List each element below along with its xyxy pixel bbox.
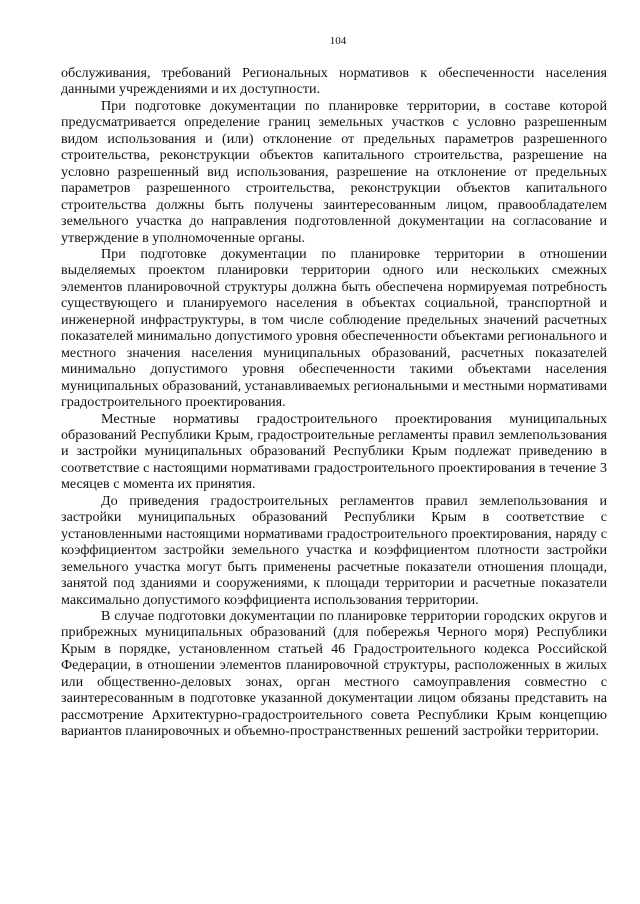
paragraph-black-sea-coast-planning: В случае подготовки документации по планировке территории городских округов и прибрежных муниципальных образований (для побережья Черного моря) Республики Крым в порядке, установленном статьей 46 Градостроительного кодекса Российской Федерации, в отношении элементов планировочной структуры, расположенных в жилых или общественно-деловых зонах, орган местного самоуправления совместно с заинтересованным в подготовке указанной документации лицом обязаны представить на рассмотрение Архитектурно-градостроительного совета Республики Крым концепцию вариантов планировочных и объемно-пространственных решений застройки территории. [61,607,607,740]
paragraph-local-norms-alignment: Местные нормативы градостроительного проектирования муниципальных образований Республики Крым, градостроительные регламенты правил землепользования и застройки муниципальных образований Республики Крым подлежат приведению в соответствие с настоящими нормативами градостроительного проектирования в течение 3 месяцев с момента их принятия. [61,410,607,493]
paragraph-infrastructure-requirements: При подготовке документации по планировке территории в отношении выделяемых проектом планировки территории одного или нескольких смежных элементов планировочной структуры должна быть обеспечена нормируемая потребность существующего и планируемого населения в объектах социальной, транспортной и инженерной инфраструктуры, в том числе соблюдение предельных значений расчетных показателей минимально допустимого уровня обеспеченности объектами регионального и местного значения населения муниципальных образований, расчетных показателей минимально допустимого уровня обеспеченности такими объектами населения муниципальных образований, устанавливаемых региональными и местными нормативами градостроительного проектирования. [61,245,607,411]
paragraph-continuation: обслуживания, требований Региональных нормативов к обеспеченности населения данными учреждениями и их доступности. [61,65,607,98]
page-number: 104 [329,35,347,47]
document-page [61,34,607,740]
paragraph-planning-documentation-approval: При подготовке документации по планировке территории, в составе которой предусматривается определение границ земельных участков с условно разрешенным видом использования и (или) отклонение от предельных параметров разрешенного строительства, реконструкции объектов капитального строительства, разрешение на условно разрешенный вид использования, разрешение на отклонение от предельных параметров разрешенного строительства, реконструкции объектов капитального строительства должны быть получены заинтересованным лицом, правообладателем земельного участка до направления подготовленной документации на согласование и утверждение в уполномоченные органы. [61,97,607,246]
paragraph-transitional-coefficients: До приведения градостроительных регламентов правил землепользования и застройки муниципальных образований Республики Крым в соответствие с установленными настоящими нормативами градостроительного проектирования, наряду с коэффициентом застройки земельного участка и коэффициентом плотности застройки земельного участка могут быть применены расчетные показатели отношения площади, занятой под зданиями и сооружениями, к площади территории и расчетные показатели максимально допустимого коэффициента использования территории. [61,492,607,608]
